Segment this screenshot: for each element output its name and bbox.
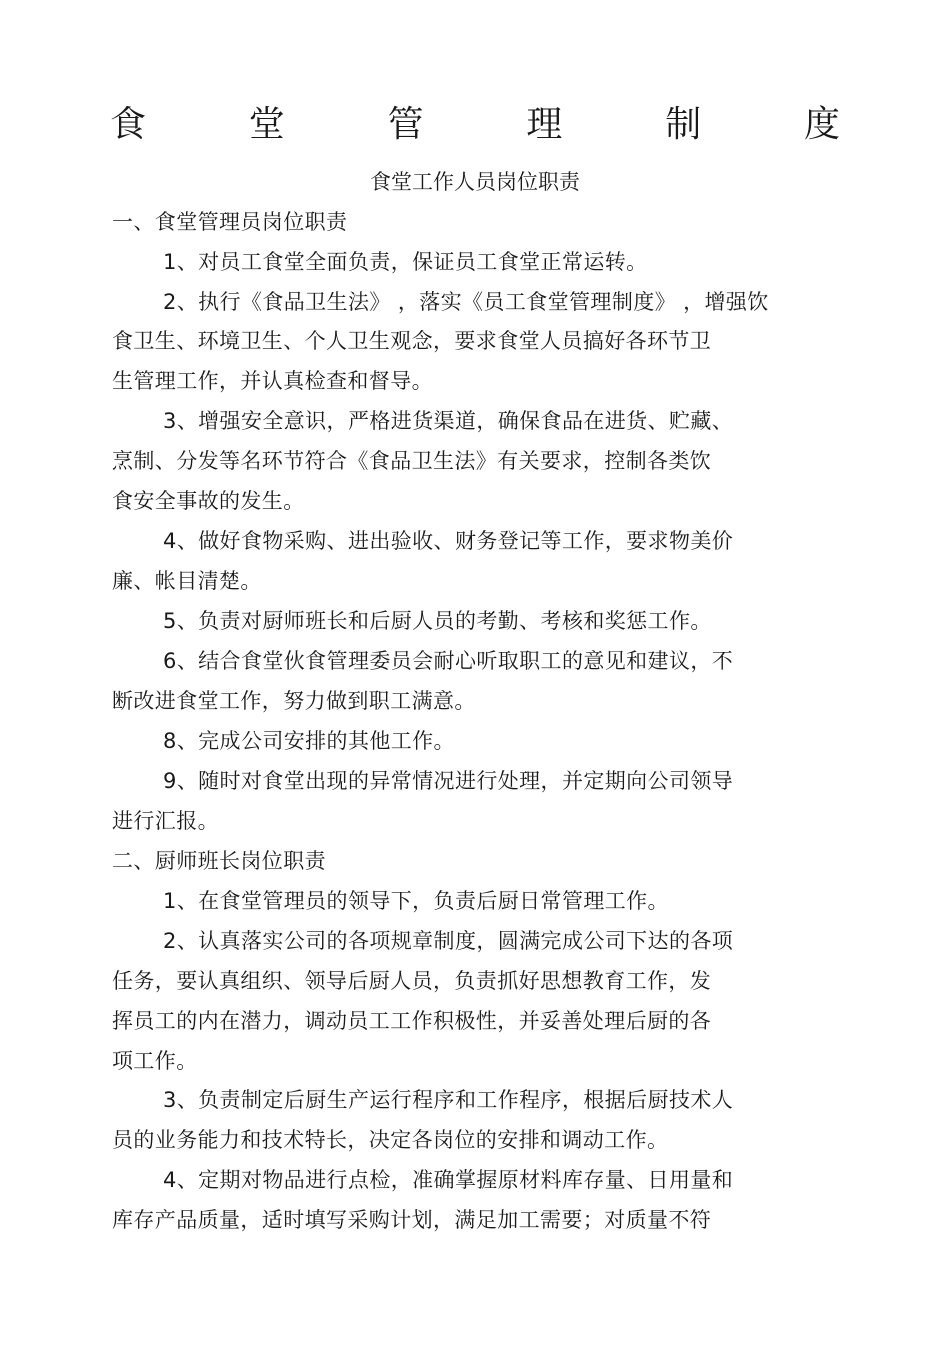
title-char: 管 <box>387 104 424 145</box>
text-line: 烹制、分发等名环节符合《食品卫生法》有关要求，控制各类饮 <box>112 449 712 473</box>
text-line: 6、结合食堂伙食管理委员会耐心听取职工的意见和建议，不 <box>163 649 734 673</box>
text-line: 库存产品质量，适时填写采购计划，满足加工需要；对质量不符 <box>112 1208 712 1232</box>
title-char: 制 <box>665 104 702 145</box>
document-title <box>110 100 840 150</box>
text-line: 1、对员工食堂全面负责，保证员工食堂正常运转。 <box>163 250 648 274</box>
text-line: 9、随时对食堂出现的异常情况进行处理，并定期向公司领导 <box>163 769 734 793</box>
text-line: 8、完成公司安排的其他工作。 <box>163 729 455 753</box>
text-line: 项工作。 <box>112 1049 198 1073</box>
text-line: 2、执行《食品卫生法》 ，落实《员工食堂管理制度》 ，增强饮 <box>163 290 769 314</box>
text-line: 3、增强安全意识，严格进货渠道，确保食品在进货、贮藏、 <box>163 409 734 433</box>
section-heading-chef: 二、厨师班长岗位职责 <box>112 849 326 873</box>
title-char: 度 <box>803 104 840 145</box>
text-line: 2、认真落实公司的各项规章制度，圆满完成公司下达的各项 <box>163 929 734 953</box>
section-heading-manager: 一、食堂管理员岗位职责 <box>112 210 348 234</box>
text-line: 3、负责制定后厨生产运行程序和工作程序，根据后厨技术人 <box>163 1088 734 1112</box>
text-line: 进行汇报。 <box>112 809 219 833</box>
text-line: 4、做好食物采购、进出验收、财务登记等工作，要求物美价 <box>163 529 734 553</box>
title-char: 食 <box>110 104 147 145</box>
text-line: 挥员工的内在潜力，调动员工工作积极性，并妥善处理后厨的各 <box>112 1009 712 1033</box>
title-char: 堂 <box>248 104 285 145</box>
document-subtitle: 食堂工作人员岗位职责 <box>370 170 580 194</box>
text-line: 生管理工作，并认真检查和督导。 <box>112 369 433 393</box>
text-line: 食安全事故的发生。 <box>112 489 305 513</box>
text-line: 廉、帐目清楚。 <box>112 569 262 593</box>
text-line: 4、定期对物品进行点检，准确掌握原材料库存量、日用量和 <box>163 1168 734 1192</box>
text-line: 1、在食堂管理员的领导下，负责后厨日常管理工作。 <box>163 889 669 913</box>
text-line: 断改进食堂工作，努力做到职工满意。 <box>112 689 476 713</box>
text-line: 5、负责对厨师班长和后厨人员的考勤、考核和奖惩工作。 <box>163 609 712 633</box>
text-line: 任务，要认真组织、领导后厨人员，负责抓好思想教育工作，发 <box>112 969 712 993</box>
title-char: 理 <box>526 104 563 145</box>
text-line: 食卫生、环境卫生、个人卫生观念，要求食堂人员搞好各环节卫 <box>112 329 712 353</box>
text-line: 员的业务能力和技术特长，决定各岗位的安排和调动工作。 <box>112 1128 669 1152</box>
